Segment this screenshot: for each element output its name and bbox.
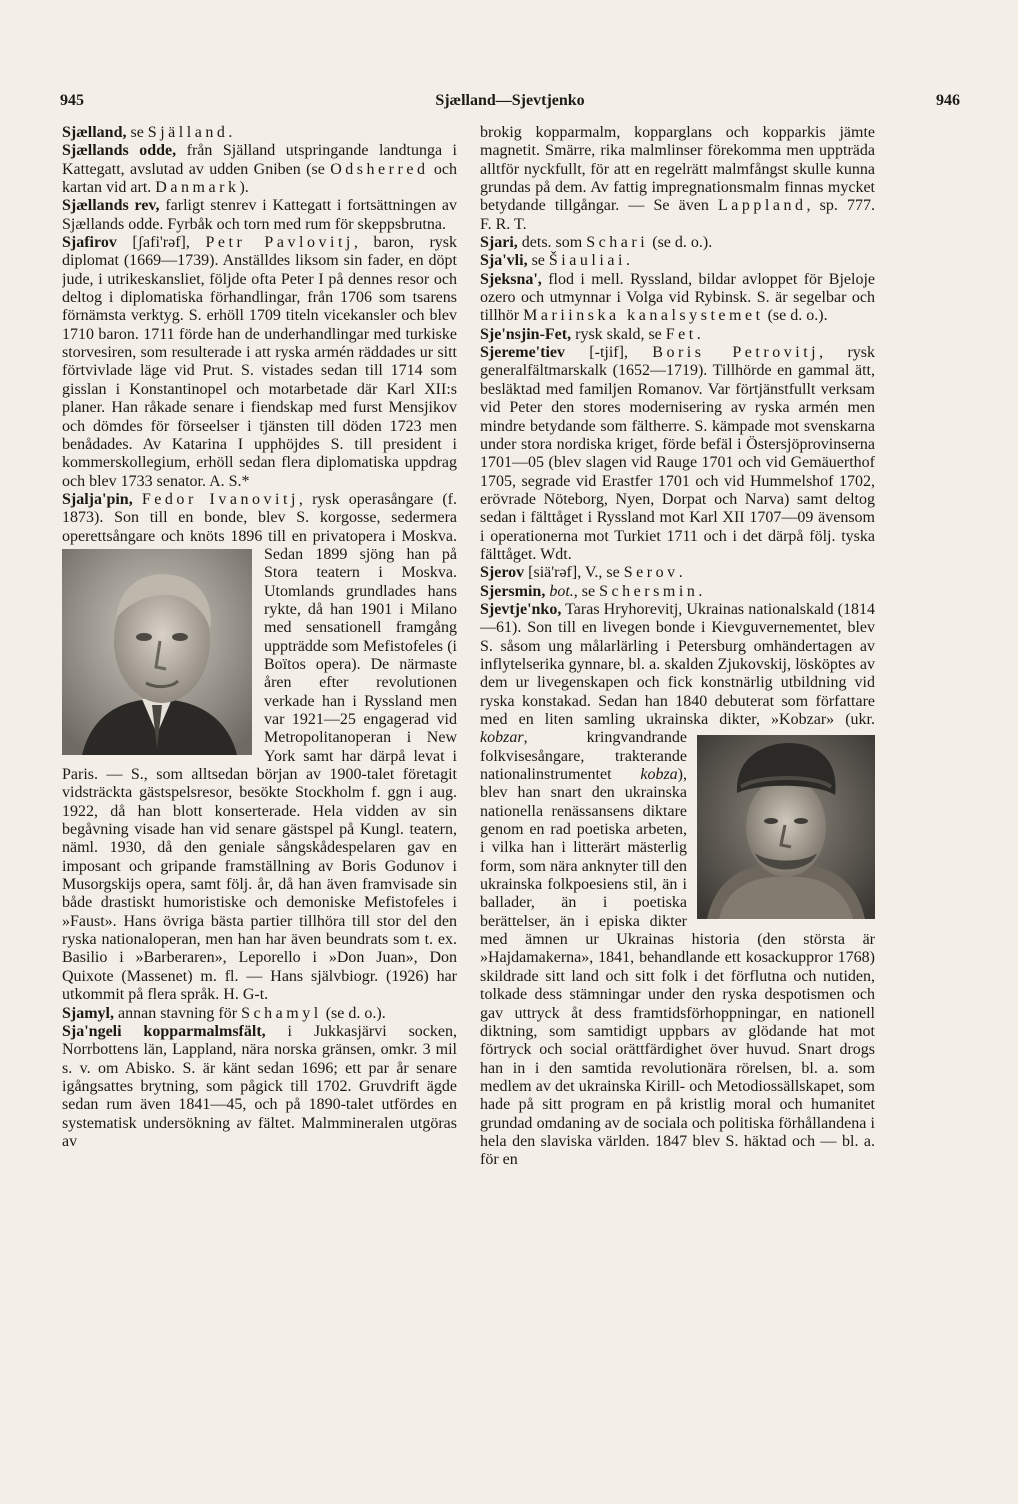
entry-sjangeli: Sja'ngeli kopparmalmsfält, i Jukkasjärvi socken, Norrbottens län, Lappland, nära norska gränsen, omkr. 3 mil s. v. om Abisko. S. är känt sedan 1696; ett par år senare igångsattes brytning, som pågick till 1702. Gruvdrift ägde sedan rum även 1841—45, och på 1890-talet utfördes en systematisk undersökning av fältet. Malmmineralen utgöras av bbox=[62, 1022, 457, 1150]
entry-sjaelland: Sjælland, se Själland. bbox=[62, 124, 236, 141]
headword: Sjællands rev, bbox=[62, 197, 160, 215]
portrait-photo-sjaljapin bbox=[62, 549, 252, 755]
headword: Sjereme'tiev bbox=[480, 344, 565, 362]
entry-sjari: Sjari, dets. som Schari (se d. o.). bbox=[480, 234, 713, 252]
headword: Sjalja'pin, bbox=[62, 490, 133, 508]
headword: Sjafirov bbox=[62, 234, 117, 252]
entry-sjangeli-continued: brokig kopparmalm, kopparglans och kopparkis jämte magnetit. Smärre, rika malmlinser förekomma men uppträda alltför nyckfullt, för att en regelrätt malmfångst skulle kunna grundas på dem. Av fattig impregnationsmalm finnas mycket betydande tillgångar. — Se även Lappland, sp. 777. F. R. T. bbox=[480, 124, 875, 233]
entry-sjeremetiev: Sjereme'tiev [-tjif], Boris Petrovitj, rysk generalfältmarskalk (1652—1719). Tillhörde en gammal ätt, besläktad med familjen Romanov. Var förtjänstfullt verksam vid Peter den stores modernisering av ryska armén men mindre betydande som fältherre. S. kämpade mot svenskarna under stora nordiska kriget, förde befäl i Östersjöprovinserna 1701—05 (blev slagen vid Rauge 1701 och vid Gemäuerthof 1705, segrade vid Erastfer 1701 och vid Hummelshof 1702, erövrade Nöteborg, Nyen, Dorpat och Narva) samt deltog sedan i fälttåget i Ryssland mot Karl XII 1707—09 ävensom i operationerna mot Turkiet 1711 och i det därpå följ. tyska fälttåget. Wdt. bbox=[480, 344, 875, 563]
headword: Sje'nsjin-Fet, bbox=[480, 325, 572, 343]
portrait-image bbox=[697, 735, 875, 919]
entry-sjensjin-fet: Sje'nsjin-Fet, rysk skald, se Fet. bbox=[480, 325, 701, 343]
author-signature: A. S.* bbox=[209, 472, 250, 490]
headword: Sja'ngeli kopparmalmsfält, bbox=[62, 1022, 266, 1040]
headword: Sjeksna', bbox=[480, 270, 542, 288]
headword: Sjevtje'nko, bbox=[480, 600, 562, 618]
entry-sjavli: Sja'vli, se Šiauliai. bbox=[480, 252, 630, 270]
running-header bbox=[60, 92, 960, 118]
page-number-left: 945 bbox=[60, 92, 84, 109]
portrait-photo-sjevtjenko bbox=[697, 735, 875, 919]
headword: Sja'vli, bbox=[480, 252, 528, 270]
entry-sjersmin: Sjersmin, bot., se Schersmin. bbox=[480, 582, 703, 600]
page-number-right: 946 bbox=[936, 92, 960, 109]
entry-sjerov: Sjerov [siä'rəf], V., se Serov. bbox=[480, 564, 683, 582]
author-signature: H. G-t. bbox=[223, 986, 269, 1004]
headword: Sjersmin, bbox=[480, 582, 546, 600]
entry-sjaljapin: Sjalja'pin, Fedor Ivanovitj, rysk operasångare (f. 1873). Son till en bonde, blev S. korgosse, sedermera operettsångare och knöts 1896 till en privatopera i Moskva. Sedan 1899 sjöng han på Stora teatern i Moskva. Utomlands grundlades hans rykte, då han 1901 i Milano med sensationell framgång uppträdde som Mefistofeles (i Boïtos opera). De närmaste åren efter revolutionen verkade han i Ryssland men var 1921—25 engagerad vid Metropolitanoperan i New York samt har därpå levat i Paris. — S., som alltsedan början av 1900-talet företagit vidsträckta gästspelsresor, besökte Stockholm f. ggn i aug. 1922, då han blott konserterade. Hela vidden av sin begåvning visade han vid senare gästspel på Kungl. teatern, näml. 1930, då den geniale sångskådespelaren gav en imposant och gripande framställning av Boris Godunov i Musorgskijs opera, samt följ. år, då han även framvisade sin både drastiskt humoristiske och demoniske Mefistofeles i »Faust». Hans övriga bästa partier tillhöra till stor del den ryska nationaloperan, men han har även beundrats som t. ex. Basilio i »Barberaren», Leporello i »Don Juan», Don Quixote (Massenet) m. fl. — Hans självbiogr. (1926) har utkommit på flera språk. H. G-t. bbox=[62, 490, 457, 1004]
headword: Sjællands odde, bbox=[62, 142, 177, 160]
headword: Sjari, bbox=[480, 234, 518, 252]
headword: Sjerov bbox=[480, 564, 525, 582]
entry-sjeksna: Sjeksna', flod i mell. Ryssland, bildar avloppet för Bjeloje ozero och utmynnar i Volga vid Rybinsk. S. är segelbar och tillhör Mariinska kanalsystemet (se d. o.). bbox=[480, 270, 875, 325]
entry-sjamyl: Sjamyl, annan stavning för Schamyl (se d. o.). bbox=[62, 1004, 386, 1022]
page-title: Sjælland—Sjevtjenko bbox=[435, 92, 585, 109]
headword: Sjamyl, bbox=[62, 1004, 114, 1022]
portrait-image bbox=[62, 549, 252, 755]
left-column bbox=[62, 124, 457, 1424]
author-signature: Wdt. bbox=[540, 545, 572, 563]
entry-sjafirov: Sjafirov [ʃafi'rəf], Petr Pavlovitj, baron, rysk diplomat (1669—1739). Anställdes liksom sin fader, en döpt jude, i utrikeskansliet, följde ofta Peter I på dennes resor och deltog i diplomatiska förhandlingar, från 1706 som tsarens förnämsta verktyg. S. erhöll 1709 titeln vicekansler och blev 1710 baron. 1711 förde han de underhandlingar med turkiske storvesiren, som resulterade i att ryska armén räddades ur sitt förtvivlade läge vid Prut. S. vistades sedan till 1714 som gisslan i Konstantinopel och motarbetade där Karl XII:s planer. Han råkade senare i fiendskap med furst Mensjikov och dömdes för förseelser i tjänsten till döden 1723 men benådades. Av Katarina I upphöjdes S. till president i kommerskollegium, erhöll sedan flera diplomatiska uppdrag och blev 1733 senator. A. S.* bbox=[62, 234, 457, 490]
headword: Sjælland, bbox=[62, 124, 127, 141]
entry-sjaellands-rev: Sjællands rev, farligt stenrev i Kattegatt i fortsättningen av Sjællands odde. Fyrbåk och torn med rum för skeppsbrutna. bbox=[62, 197, 457, 233]
author-signature: F. R. T. bbox=[480, 215, 527, 233]
entry-sjaellands-odde: Sjællands odde, från Själland utspringande landtunga i Kattegatt, avslutad av udden Gniben (se Odsherred och kartan vid art. Danmark). bbox=[62, 142, 457, 197]
right-column bbox=[480, 124, 875, 1424]
entry-sjevtjenko: Sjevtje'nko, Taras Hryhorevitj, Ukrainas nationalskald (1814—61). Son till en livegen bonde i Kievguvernementet, blev S. såsom ung målarlärling i Petersburg omhändertagen av inflytelserika gynnare, bl. a. skalden Zjukovskij, lösköptes av dem ur livegenskapen och fick konstnärlig utbildning vid ryska konstakad. Sedan han 1840 debuterat som författare med en liten samling ukrainska dikter, »Kobzar» (ukr. kobzar, kringvandrande folkvisesångare, trakterande nationalinstrumentet kobza), blev han snart den ukrainska nationella renässansens diktare genom en rad poetiska arbeten, i vilka han i litterärt mästerlig form, som nära anknyter till den ukrainska folkpoesiens stil, än i ballader, än i poetiska berättelser, än i episka dikter med ämnen ur Ukrainas historia (den största är »Hajdamakerna», 1841, behandlande ett kosackuppror 1768) skildrade sitt land och sitt folk i det förflutna och nutiden, tolkade dess stämningar under den ryska despotismen och gav uttryck åt dess framtidsförhoppningar, en nationell diktning, som samtidigt uppbars av glödande hat mot förtryck och social orättfärdighet över huvud. Snart drogs han in i den samtida revolutionära rörelsen, bl. a. som medlem av det ukrainska Kirill- och Metodiossällskapet, som hade på sitt program en på kristlig moral och humanitet grundad omdaning av de sociala och politiska förhållandena i hela den slaviska världen. 1847 blev S. häktad och — bl. a. för en bbox=[480, 600, 875, 1169]
